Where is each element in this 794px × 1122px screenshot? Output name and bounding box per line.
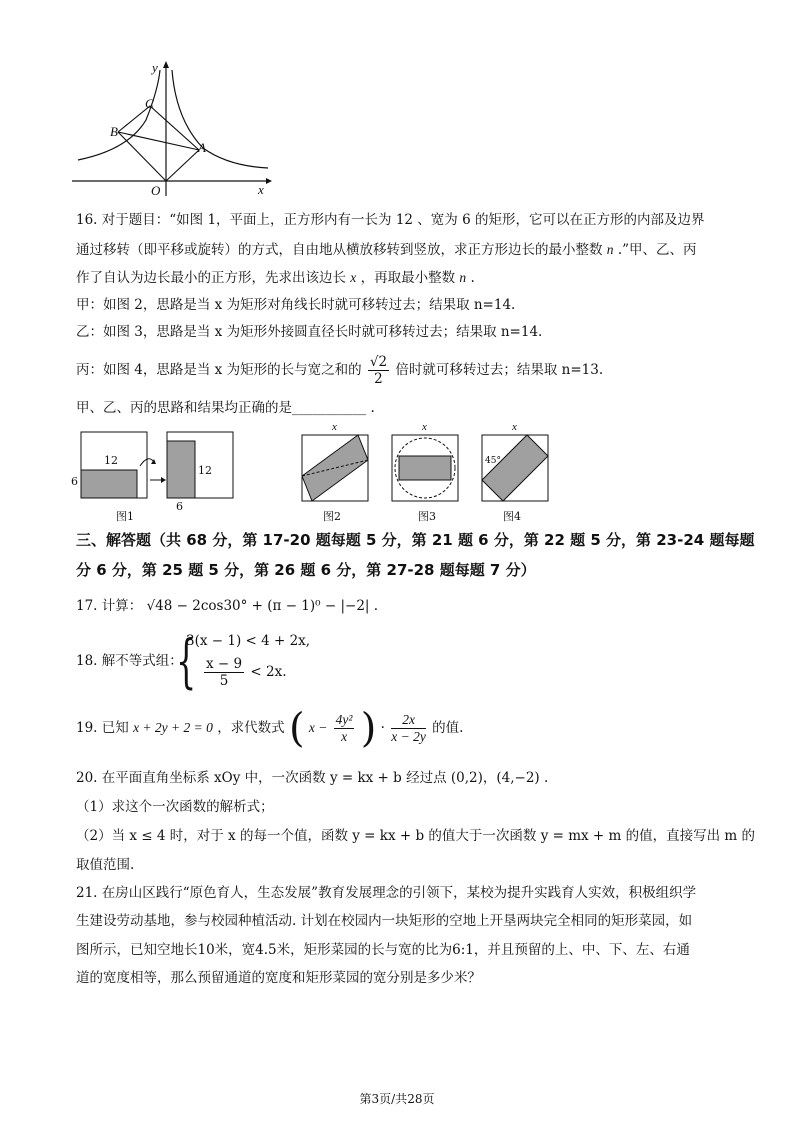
fig1-wid-label: 6 [71,475,78,488]
q16-bing-text: 丙：如图 4，思路是当 x 为矩形的长与宽之和的 [76,362,362,378]
sqrt2-over-2-fraction [368,354,389,387]
q16-line3-text: 作了自认为边长最小的正方形，先求出该边长 [76,270,346,286]
q16-line2-tail: .”甲、乙、丙 [617,242,697,258]
section3-title-line1: 三、解答题（共 68 分，第 17-20 题每题 5 分，第 21 题 6 分，第 22 题 5 分，第 23-24 题每题 [76,531,755,549]
q16-var-x: x [350,270,357,285]
q21-line3: 图所示，已知空地长10米，宽4.5米，矩形菜园的长与宽的比为6:1，并且预留的上、中、下、左、右通 [76,942,690,958]
axis-y-label: y [152,60,158,75]
right-paren: ) [360,705,377,752]
q19-tail: 的值. [432,720,464,736]
fig1-caption: 图1 [116,510,134,523]
section3-title-line2: 分 6 分，第 25 题 5 分，第 26 题 6 分，第 27-28 题每题 7 分） [76,561,536,579]
q21-line4: 道的宽度相等，那么预留通道的宽度和矩形菜园的宽分别是多少米？ [76,970,481,986]
origin-label: O [151,183,161,198]
fig3-side-label: x [422,421,427,433]
fig3-caption: 图3 [418,510,436,523]
fig1-len-label: 12 [104,454,118,467]
q16-line3 [76,268,475,288]
q17-expression: √48 − 2cos30° + (π − 1)⁰ − |−2| . [146,598,379,614]
q19-mid: ，求代数式 [217,720,285,736]
page-footer: 第3页/共28页 [359,1092,435,1106]
q16-bing-tail: 倍时就可移转过去；结果取 n=13. [395,362,604,378]
q19-f1-den: x [341,729,348,744]
q16-line2-text: 通过移转（即平移或旋转）的方式，自由地从横放移转到竖放，求正方形边长的最小整数 [76,242,603,258]
q19-f2-num: 2x [391,712,426,729]
q17-label: 17. 计算： [76,598,143,614]
q20-part2: （2）当 x ≤ 4 时，对于 x 的每一个值，函数 y = kx + b 的值大于一次函数 y = mx + m 的值，直接写出 m 的 [76,828,755,844]
q19-label: 19. 已知 [76,720,129,736]
hyperbola-graph [68,60,278,200]
q18-label: 18. 解不等式组： [76,653,183,669]
q18-fraction-den: 5 [219,673,229,689]
system-brace: { [176,627,197,695]
fig1-wid2-label: 6 [176,500,183,513]
q18-fraction-num: x − 9 [206,656,243,672]
q19-expr-a: x − [308,720,328,735]
fraction-numerator: √2 [369,354,388,370]
q16-yi: 乙：如图 3，思路是当 x 为矩形外接圆直径长时就可移转过去；结果取 n=14. [76,324,543,340]
q21-line1: 21. 在房山区践行“原色育人，生态发展”教育发展理念的引领下，某校为提升实践育人实效，积极组织学 [76,885,697,901]
q16-line1: 16. 对于题目：“如图 1，平面上，正方形内有一长为 12 、宽为 6 的矩形，它可以在正方形的内部及边界 [76,212,705,228]
point-a-label: A [198,140,206,155]
fig2-side-label: x [332,421,337,433]
q19 [76,706,463,751]
q17 [76,596,378,616]
q16-var-n2: n [459,270,467,285]
q18-fraction [204,656,244,689]
q19-fraction-1 [334,712,355,745]
q18-inequality-1: 3(x − 1) < 4 + 2x, [186,633,311,649]
axis-x-label: x [258,182,264,197]
q16-line3-tail: . [470,270,475,286]
q20-part2b: 取值范围. [76,857,135,873]
q16-var-n: n [606,242,614,257]
fig4-caption: 图4 [503,510,521,523]
figures-row [70,424,560,524]
q19-fraction-2 [391,712,426,745]
q16-jia: 甲：如图 2，思路是当 x 为矩形对角线长时就可移转过去；结果取 n=14. [76,297,516,313]
q20-line1: 20. 在平面直角坐标系 xOy 中，一次函数 y = kx + b 经过点 (0,2)，(4,−2) . [76,770,549,786]
q20-part1: （1）求这个一次函数的解析式； [76,799,274,815]
q16-line2 [76,240,697,260]
q19-f2-den: x − 2y [391,729,426,744]
q19-f1-num: 4y² [335,712,353,727]
q16-bing [76,350,603,390]
q21-line2: 生建设劳动基地，参与校园种植活动. 计划在校园内一块矩形的空地上开垦两块完全相同的矩形菜园，如 [76,913,693,929]
fig4-side-label: x [512,421,517,433]
fig1-len2-label: 12 [198,464,212,477]
q16-line3-mid: ，再取最小整数 [360,270,456,286]
q18-inequality-2-rest: < 2x. [250,664,287,680]
q16-question: 甲、乙、丙的思路和结果均正确的是___________ . [76,400,375,416]
q18-inequality-2 [202,656,287,689]
q19-condition: x + 2y + 2 = 0 [133,720,213,735]
fraction-denominator: 2 [374,371,383,387]
fig4-angle-label: 45° [485,456,501,466]
q19-dot: · [380,720,385,736]
point-b-label: B [110,124,118,139]
point-c-label: C [145,96,154,111]
left-paren: ( [288,705,305,752]
fig2-caption: 图2 [323,510,341,523]
